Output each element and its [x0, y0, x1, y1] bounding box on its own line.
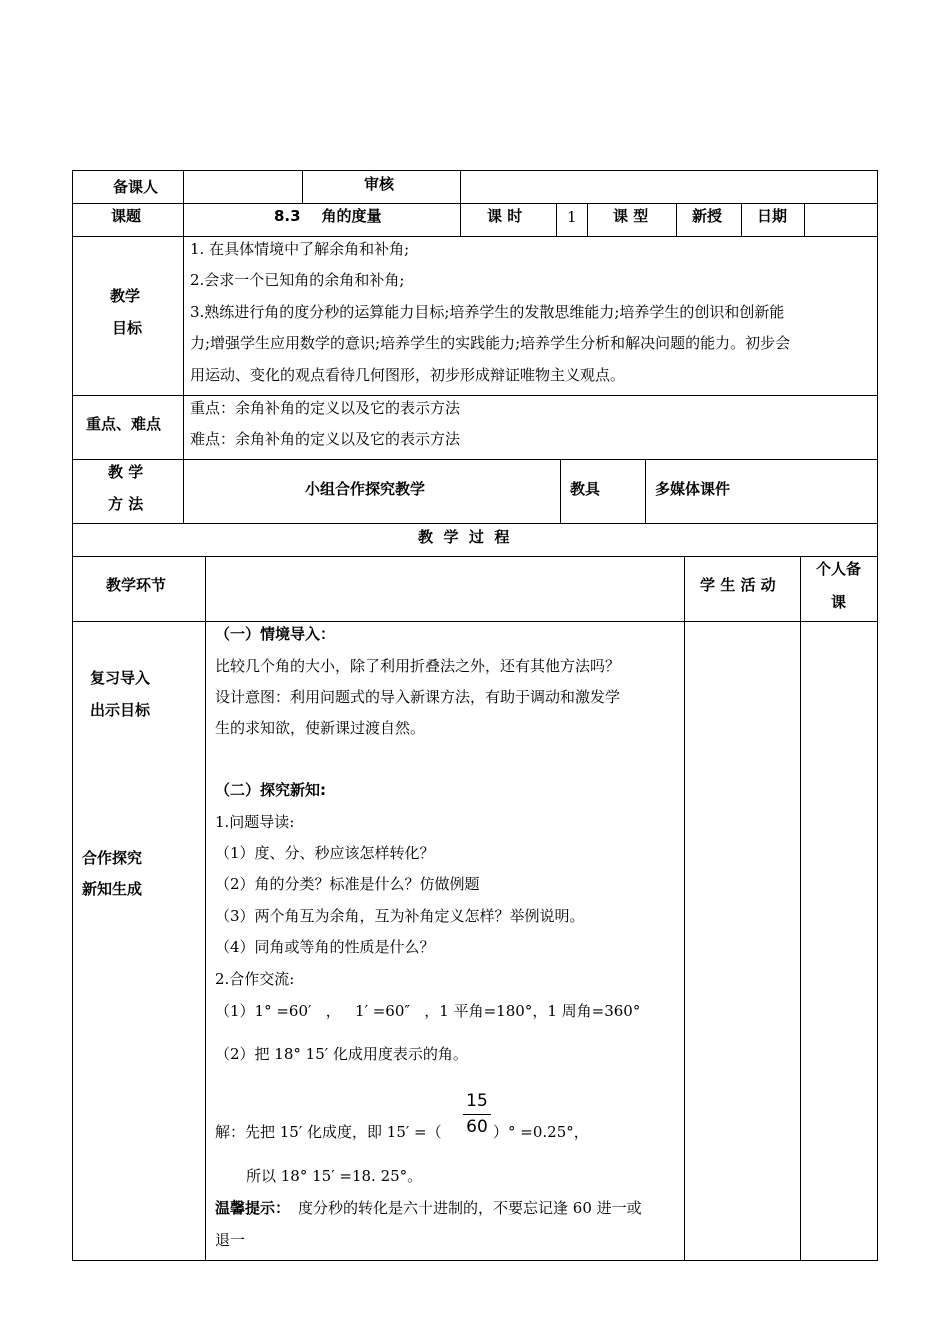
col-stage: 教学环节 [106, 576, 167, 594]
tip-text: 度分秒的转化是六十进制的，不要忘记逢 60 进一或 [298, 1199, 642, 1217]
exchange-item: （1）1° =60′ ， 1′ =60″ ，1 平角=180°，1 周角=360° [215, 1002, 641, 1020]
process-title: 教 学 过 程 [418, 528, 510, 546]
guide-heading: 1.问题导读: [215, 813, 295, 831]
review-label: 审核 [364, 175, 395, 193]
section1-intent: 生的求知欲，使新课过渡自然。 [215, 719, 426, 737]
question-item: （1）度、分、秒应该怎样转化？ [215, 844, 435, 862]
method-label-1: 教 学 [108, 463, 144, 481]
stage1-line2: 出示目标 [90, 701, 151, 719]
exchange-item: （2）把 18° 15′ 化成用度表示的角。 [215, 1045, 468, 1063]
method-value: 小组合作探究教学 [305, 480, 426, 498]
col-personal-1: 个人备 [816, 560, 862, 578]
solution-result: 所以 18° 15′ =18. 25°。 [246, 1167, 423, 1185]
goal-line: 用运动、变化的观点看待几何图形，初步形成辩证唯物主义观点。 [190, 366, 626, 384]
type-label: 课 型 [613, 207, 649, 225]
question-item: （4）同角或等角的性质是什么？ [215, 938, 435, 956]
goal-line: 1. 在具体情境中了解余角和补角; [190, 240, 410, 258]
col-student: 学 生 活 动 [700, 576, 776, 594]
topic-label: 课题 [111, 207, 142, 225]
period-value: 1 [567, 208, 577, 226]
tools-label: 教具 [570, 480, 601, 498]
key-point: 重点：余角补角的定义以及它的表示方法 [190, 399, 461, 417]
difficult-point: 难点：余角补角的定义以及它的表示方法 [190, 430, 461, 448]
tools-value: 多媒体课件 [655, 480, 731, 498]
period-label: 课 时 [487, 207, 523, 225]
goal-line: 2.会求一个已知角的余角和补角; [190, 271, 405, 289]
goals-label-2: 目标 [112, 319, 143, 337]
fraction-denominator: 60 [466, 1117, 488, 1137]
tip-label: 温馨提示： [215, 1199, 291, 1217]
section2-title: （二）探究新知: [215, 781, 326, 799]
fraction-bar [463, 1114, 491, 1115]
fraction-numerator: 15 [466, 1091, 488, 1111]
goal-line: 3.熟练进行角的度分秒的运算能力目标;培养学生的发散思维能力;培养学生的创识和创新能 [190, 303, 785, 321]
topic-value: 8.3 角的度量 [274, 207, 382, 225]
stage2-line1: 合作探究 [82, 849, 143, 867]
section1-title: （一）情境导入： [215, 625, 336, 643]
col-personal-2: 课 [831, 593, 847, 611]
stage2-line2: 新知生成 [82, 880, 143, 898]
stage1-line1: 复习导入 [90, 669, 151, 687]
keypoints-label: 重点、难点 [86, 415, 162, 433]
section1-question: 比较几个角的大小，除了利用折叠法之外，还有其他方法吗？ [215, 657, 621, 675]
solution-part-b: ）° =0.25°， [493, 1123, 589, 1141]
type-value: 新授 [692, 207, 723, 225]
goals-label-1: 教学 [110, 287, 141, 305]
tip-text-2: 退一 [215, 1231, 246, 1249]
goal-line: 力;增强学生应用数学的意识;培养学生的实践能力;培养学生分析和解决问题的能力。初步会 [190, 334, 791, 352]
question-item: （2）角的分类？标准是什么？仿做例题 [215, 875, 480, 893]
section1-intent: 设计意图：利用问题式的导入新课方法，有助于调动和激发学 [215, 688, 621, 706]
question-item: （3）两个角互为余角，互为补角定义怎样？举例说明。 [215, 907, 585, 925]
date-label: 日期 [757, 207, 788, 225]
solution-part-a: 解：先把 15′ 化成度，即 15′ =（ [215, 1123, 442, 1141]
preparer-label: 备课人 [113, 178, 159, 196]
exchange-heading: 2.合作交流: [215, 970, 295, 988]
method-label-2: 方 法 [108, 495, 144, 513]
